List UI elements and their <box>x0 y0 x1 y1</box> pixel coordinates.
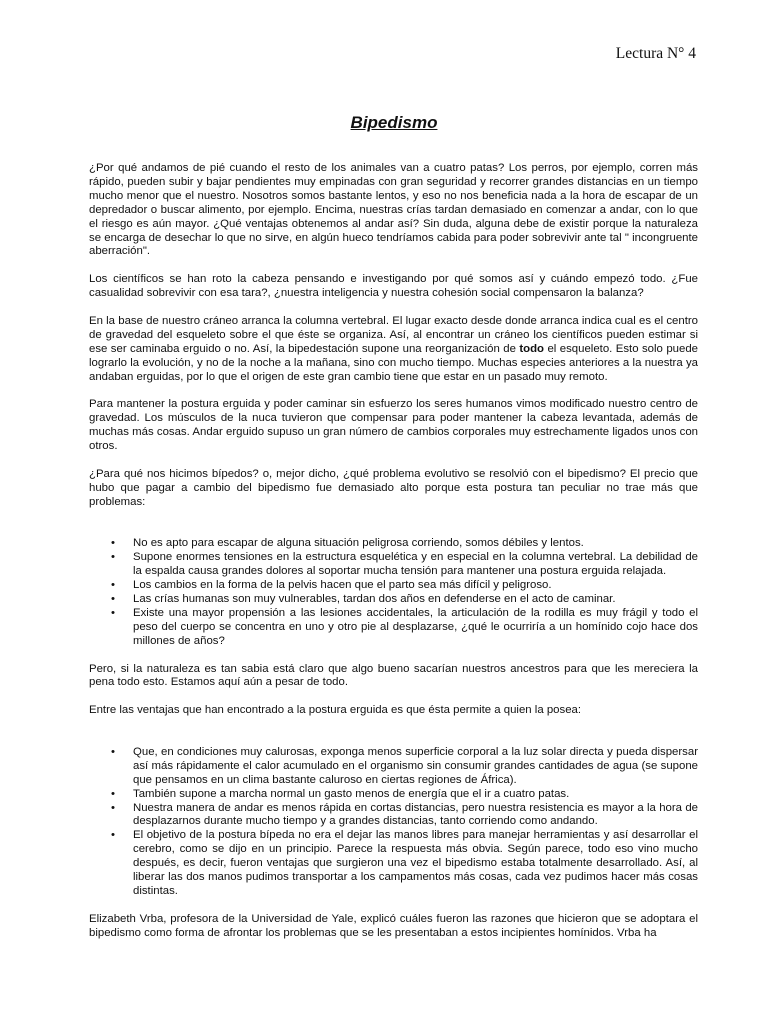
bullet-icon: • <box>111 829 115 842</box>
document-body <box>89 162 698 954</box>
bullet-icon: • <box>111 593 115 605</box>
list-item <box>89 829 698 899</box>
paragraph-intro: ¿Por qué andamos de pié cuando el resto de los animales van a cuatro patas? Los perros, por ejemplo, corren más rápido, pueden subir y bajar pendientes muy empinadas con gran seguridad y recorrer grandes distancias en un tiempo mucho menor que el nuestro. Nosotros somos bastante lentos, y eso no nos beneficia nada a la hora de escapar de un depredador o buscar alimento, por ejemplo. Encima, nuestras crías tardan demasiado en comenzar a andar, con lo que el riesgo es aún mayor. ¿Qué ventajas obtenemos al andar así? Sin duda, alguna debe de existir porque la naturaleza se encarga de desechar lo que no sirve, en algún hueco tendríamos cabida para poder sobrevivir ante tal " incongruente aberración". <box>89 162 698 258</box>
emphasis-todo: todo <box>519 342 545 355</box>
bullet-icon: • <box>111 606 115 619</box>
list-item-text: No es apto para escapar de alguna situación peligrosa corriendo, somos débiles y lentos. <box>133 537 584 550</box>
list-item <box>89 579 698 593</box>
list-item <box>89 746 698 788</box>
bullet-icon: • <box>111 537 115 550</box>
list-item-text: Existe una mayor propensión a las lesiones accidentales, la articulación de la rodilla es muy frágil y todo el peso del cuerpo se concentra en uno y otro pie al desplazarse, ¿qué le ocurriría a un homínido cojo hace dos millones de años? <box>133 606 698 647</box>
reading-number-label: Lectura N° 4 <box>615 45 696 62</box>
list-item <box>89 802 698 830</box>
bullet-icon: • <box>111 745 115 758</box>
bullet-icon: • <box>111 579 115 592</box>
paragraph-vrba: Elizabeth Vrba, profesora de la Universidad de Yale, explicó cuáles fueron las razones que hicieron que se adoptara el bipedismo como forma de afrontar los problemas que se les presentaban a estos incipientes homínidos. Vrba ha <box>89 912 698 939</box>
paragraph-skull-text-b: el esqueleto. Esto solo puede lograrlo la evolución, y no de la noche a la mañana, sino con mucho tiempo. Muchas especies anteriores a la nuestra ya andaban erguidas, por lo que el origen de este gran cambio tiene que estar en un pasado muy remoto. <box>89 342 698 383</box>
bullet-icon: • <box>111 551 115 564</box>
paragraph-nature-wise: Pero, si la naturaleza es tan sabia está claro que algo bueno sacarían nuestros ancestros para que les mereciera la pena todo esto. Estamos aquí aún a pesar de todo. <box>89 662 698 689</box>
list-item-text: También supone a marcha normal un gasto menos de energía que el ir a cuatro patas. <box>133 787 570 800</box>
list-item-text: Los cambios en la forma de la pelvis hacen que el parto sea más difícil y peligroso. <box>133 579 552 592</box>
list-item-text: Nuestra manera de andar es menos rápida en cortas distancias, pero nuestra resistencia es mayor a la hora de desplazarnos durante mucho tiempo y a grandes distancias, tanto corriendo como andando. <box>133 801 698 828</box>
advantages-list <box>89 746 698 899</box>
paragraph-skull-text-a: En la base de nuestro cráneo arranca la columna vertebral. El lugar exacto desde donde arranca indica cual es el centro de gravedad del esqueleto sobre el que éste se organiza. Así, al encontrar un cráneo los científicos pueden estimar si ese ser caminaba erguido o no. Así, la bipedestación supone una reorganización de <box>89 314 698 355</box>
paragraph-advantages-intro: Entre las ventajas que han encontrado a la postura erguida es que ésta permite a quien la posea: <box>89 704 582 717</box>
problems-list <box>89 537 698 648</box>
list-item <box>89 607 698 649</box>
list-item <box>89 537 698 551</box>
list-item-text: Que, en condiciones muy calurosas, exponga menos superficie corporal a la luz solar directa y pueda dispersar así más rápidamente el calor acumulado en el organismo sin consumir grandes cantidades de agua (se supone que pensamos en un clima bastante caluroso en ciertas regiones de África). <box>133 745 698 786</box>
paragraph-posture: Para mantener la postura erguida y poder caminar sin esfuerzo los seres humanos vimos modificado nuestro centro de gravedad. Los músculos de la nuca tuvieron que compensar para poder mantener la cabeza levantada, además de muchas más cosas. Andar erguido supuso un gran número de cambios corporales muy estrechamente ligados unos con otros. <box>89 398 698 453</box>
document-title: Bipedismo <box>350 113 438 132</box>
spacer <box>89 732 698 746</box>
list-item <box>89 788 698 802</box>
list-item <box>89 551 698 579</box>
paragraph-why-bipeds: ¿Para qué nos hicimos bípedos? o, mejor dicho, ¿qué problema evolutivo se resolvió con el bipedismo? El precio que hubo que pagar a cambio del bipedismo fue demasiado alto porque esta postura tan peculiar no trae más que problemas: <box>89 467 698 508</box>
list-item <box>89 593 698 607</box>
paragraph-scientists: Los científicos se han roto la cabeza pensando e investigando por qué somos así y cuándo empezó todo. ¿Fue casualidad sobrevivir con esa tara?, ¿nuestra inteligencia y nuestra cohesión social compensaron la balanza? <box>89 273 698 300</box>
list-item-text: Las crías humanas son muy vulnerables, tardan dos años en defenderse en el acto de caminar. <box>133 593 616 605</box>
spacer <box>89 523 698 537</box>
list-item-text: El objetivo de la postura bípeda no era el dejar las manos libres para manejar herramientas y así desarrollar el cerebro, como se dijo en un principio. Parece la respuesta más obvia. Según parece, todo eso vino mucho después, es decir, fueron ventajas que surgieron una vez el bipedismo estaba totalmente desarrollado. Así, al liberar las dos manos pudimos transportar a los campamentos más cosas, cada vez pudimos hacer más cosas distintas. <box>133 829 698 897</box>
bullet-icon: • <box>111 787 115 800</box>
bullet-icon: • <box>111 801 115 814</box>
paragraph-skull <box>89 315 698 385</box>
list-item-text: Supone enormes tensiones en la estructura esquelética y en especial en la columna vertebral. La debilidad de la espalda causa grandes dolores al soportar mucha tensión para mantener una postura erguida relajada. <box>133 551 698 578</box>
